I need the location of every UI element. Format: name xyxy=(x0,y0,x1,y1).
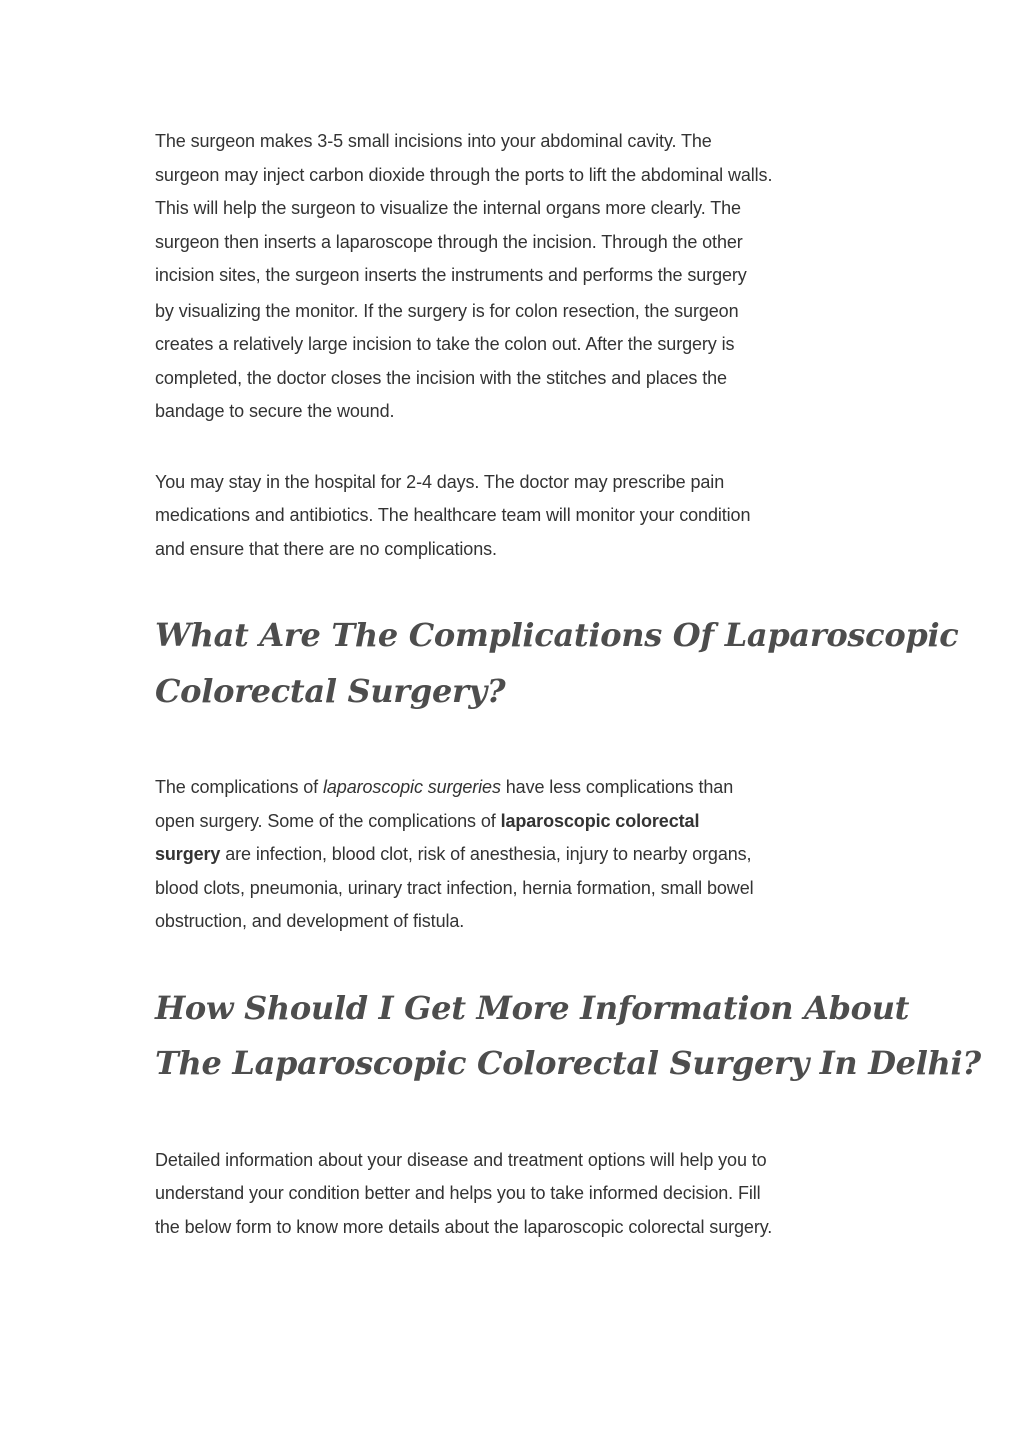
text-line: medications and antibiotics. The healthcare team will monitor your condition xyxy=(155,505,751,525)
text-line: The surgeon makes 3-5 small incisions into your abdominal cavity. The xyxy=(155,131,712,151)
article-body xyxy=(155,125,981,1244)
text-line xyxy=(155,805,875,839)
heading-line: What Are The Complications Of Laparoscopic xyxy=(155,616,959,654)
text-line xyxy=(155,771,875,805)
procedure-paragraph xyxy=(155,125,875,429)
heading-line: The Laparoscopic Colorectal Surgery In Delhi? xyxy=(155,1044,981,1082)
text-line: by visualizing the monitor. If the surgery is for colon resection, the surgeon xyxy=(155,300,739,321)
text-segment: are infection, blood clot, risk of anesthesia, injury to nearby organs, xyxy=(220,844,752,864)
more-information-heading xyxy=(155,981,981,1092)
bold-term: surgery xyxy=(155,844,221,864)
text-line: incision sites, the surgeon inserts the instruments and performs the surgery xyxy=(155,265,747,285)
text-line: completed, the doctor closes the incision with the stitches and places the xyxy=(155,367,727,388)
text-line: and ensure that there are no complications. xyxy=(155,538,497,559)
complications-heading xyxy=(155,608,959,719)
text-line: surgeon may inject carbon dioxide through the ports to lift the abdominal walls. xyxy=(155,164,773,185)
information-paragraph xyxy=(155,1144,875,1245)
text-segment: open surgery. Some of the complications of xyxy=(155,810,501,831)
text-line: bandage to secure the wound. xyxy=(155,401,395,421)
text-line: surgeon then inserts a laparoscope through the incision. Through the other xyxy=(155,231,743,252)
complications-paragraph xyxy=(155,771,875,939)
text-segment: have less complications than xyxy=(500,777,734,797)
heading-line: How Should I Get More Information About xyxy=(155,988,910,1027)
italic-term: laparoscopic surgeries xyxy=(322,777,501,797)
heading-line: Colorectal Surgery? xyxy=(155,671,506,710)
bold-term: laparoscopic colorectal xyxy=(500,810,700,831)
text-line: the below form to know more details about the laparoscopic colorectal surgery. xyxy=(155,1216,773,1237)
text-line: creates a relatively large incision to take the colon out. After the surgery is xyxy=(155,334,735,354)
text-line: You may stay in the hospital for 2-4 days. The doctor may prescribe pain xyxy=(155,471,725,492)
text-line: blood clots, pneumonia, urinary tract infection, hernia formation, small bowel xyxy=(155,877,754,898)
hospital-stay-paragraph xyxy=(155,466,875,567)
text-line: understand your condition better and helps you to take informed decision. Fill xyxy=(155,1183,761,1203)
text-line xyxy=(155,838,875,872)
text-line: This will help the surgeon to visualize the internal organs more clearly. The xyxy=(155,198,741,218)
text-line: obstruction, and development of fistula. xyxy=(155,911,465,931)
text-line: Detailed information about your disease and treatment options will help you to xyxy=(155,1149,767,1170)
text-segment: The complications of xyxy=(155,777,323,797)
